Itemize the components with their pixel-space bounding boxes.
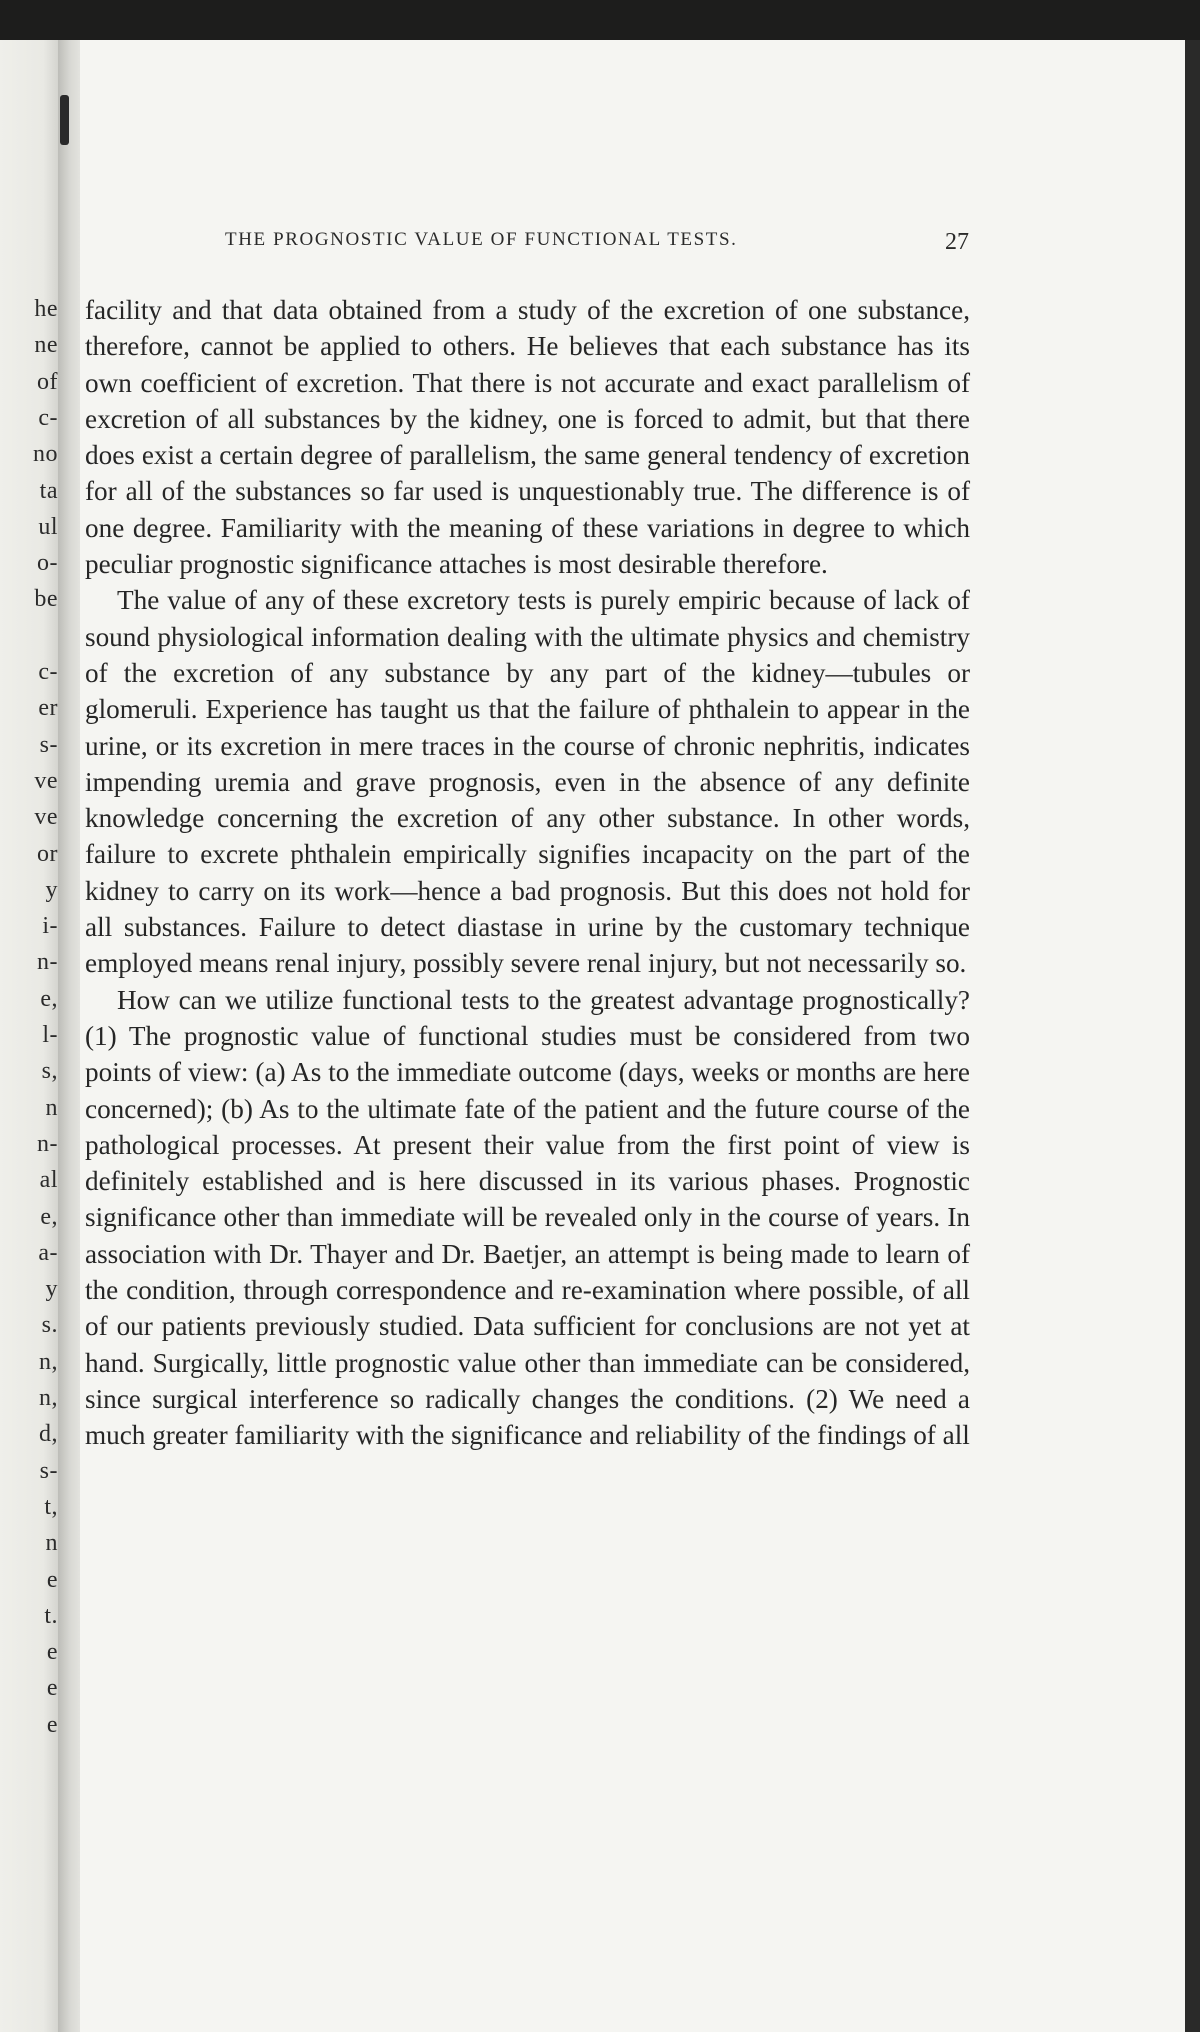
previous-page-line-ending: ne xyxy=(34,332,58,359)
previous-page-line-ending: al xyxy=(39,1167,58,1194)
previous-page-line-ending: e xyxy=(46,1639,58,1666)
previous-page-line-ending: y xyxy=(45,876,58,903)
page-edge xyxy=(1185,40,1200,2032)
running-head: THE PROGNOSTIC VALUE OF FUNCTIONAL TESTS. xyxy=(225,229,738,250)
previous-page-fragment xyxy=(0,40,62,2032)
previous-page-line-ending: i- xyxy=(42,913,58,940)
previous-page-line-ending: s- xyxy=(39,731,58,758)
previous-page-line-ending: e xyxy=(46,1711,58,1738)
previous-page-line-ending: t. xyxy=(44,1602,58,1629)
previous-page-line-ending: n, xyxy=(39,1348,58,1375)
previous-page-line-ending: y xyxy=(45,1276,58,1303)
paragraph-2: The value of any of these excretory tests is purely empiric because of lack of sound physiological information dealing with the ultimate physics and chemistry of the excretion of any substance by any part of the kidney—tubules or glomeruli. Experience has taught us that the failure of phthalein to appear in the urine, or its excretion in mere traces in the course of chronic nephritis, indicates impending uremia and grave prognosis, even in the absence of any definite knowledge concerning the excretion of any other substance. In other words, failure to excrete phthalein empirically signifies incapacity on the part of the kidney to carry on its work—hence a bad prognosis. But this does not hold for all substances. Failure to detect diastase in urine by the customary technique employed means renal injury, possibly severe renal injury, but not necessarily so. xyxy=(85,585,970,979)
gutter-mark xyxy=(60,95,69,145)
previous-page-line-ending: o- xyxy=(37,550,58,577)
previous-page-line-ending: n- xyxy=(37,1130,58,1157)
previous-page-line-ending: ve xyxy=(34,767,58,794)
previous-page-line-ending: l- xyxy=(42,1022,58,1048)
previous-page-line-ending: t, xyxy=(44,1493,58,1520)
previous-page-line-ending: n xyxy=(45,1530,58,1557)
previous-page-line-ending: e, xyxy=(40,985,58,1012)
previous-page-line-ending: ul xyxy=(38,513,58,540)
previous-page-line-ending: of xyxy=(37,368,58,395)
previous-page-line-ending: ta xyxy=(39,477,58,504)
previous-page-line-ending: s, xyxy=(41,1058,58,1085)
previous-page-line-ending: e xyxy=(46,1566,58,1593)
previous-page-line-ending: d, xyxy=(39,1421,58,1448)
page-number: 27 xyxy=(945,229,969,255)
previous-page-line-ending: no xyxy=(33,441,58,468)
body-text xyxy=(85,292,970,1454)
previous-page-line-ending: s. xyxy=(41,1312,58,1339)
previous-page-line-ending: s- xyxy=(39,1457,58,1484)
previous-page-line-ending: he xyxy=(34,296,58,322)
previous-page-line-ending: e xyxy=(46,1675,58,1702)
previous-page-line-ending: n, xyxy=(39,1385,58,1411)
previous-page-line-ending: e, xyxy=(40,1203,58,1230)
previous-page-line-ending: c- xyxy=(38,659,58,685)
previous-page-line-ending: n xyxy=(45,1094,58,1121)
previous-page-line-ending: n- xyxy=(37,949,58,976)
previous-page-line-ending: er xyxy=(38,695,58,722)
paragraph-1: facility and that data obtained from a study of the excretion of one substance, therefore, cannot be applied to others. He believes that each substance has its own coefficient of excretion. That there is not accurate and exact parallelism of excretion of all substances by the kidney, one is forced to admit, but that there does exist a certain degree of parallelism, the same general tendency of excretion for all of the substances so far used is unquestionably true. The difference is of one degree. Familiarity with the meaning of these variations in degree to which peculiar prognostic significance attaches is most desirable therefore. xyxy=(85,295,970,580)
previous-page-line-ending: or xyxy=(37,840,58,867)
previous-page-line-ending: be xyxy=(34,586,58,613)
previous-page-line-ending: a- xyxy=(38,1239,58,1266)
paragraph-3: How can we utilize functional tests to the greatest advantage prognostically? (1) The prognostic value of functional studies must be considered from two points of view: (a) As to the immediate outcome (days, weeks or months are here concerned); (b) As to the ultimate fate of the patient and the future course of the pathological processes. At present their value from the first point of view is definitely established and is here discussed in its various phases. Prognostic significance other than immediate will be revealed only in the course of years. In association with Dr. Thayer and Dr. Baetjer, an attempt is being made to learn of the condition, through correspondence and re-examination where possible, of all of our patients previously studied. Data sufficient for conclusions are not yet at hand. Surgically, little prognostic value other than immediate can be considered, since surgical interference so radically changes the conditions. (2) We need a much greater familiarity with the significance and reliability of the findings of all xyxy=(85,984,970,1451)
previous-page-line-ending: c- xyxy=(38,404,58,431)
previous-page-line-ending: ve xyxy=(34,804,58,831)
